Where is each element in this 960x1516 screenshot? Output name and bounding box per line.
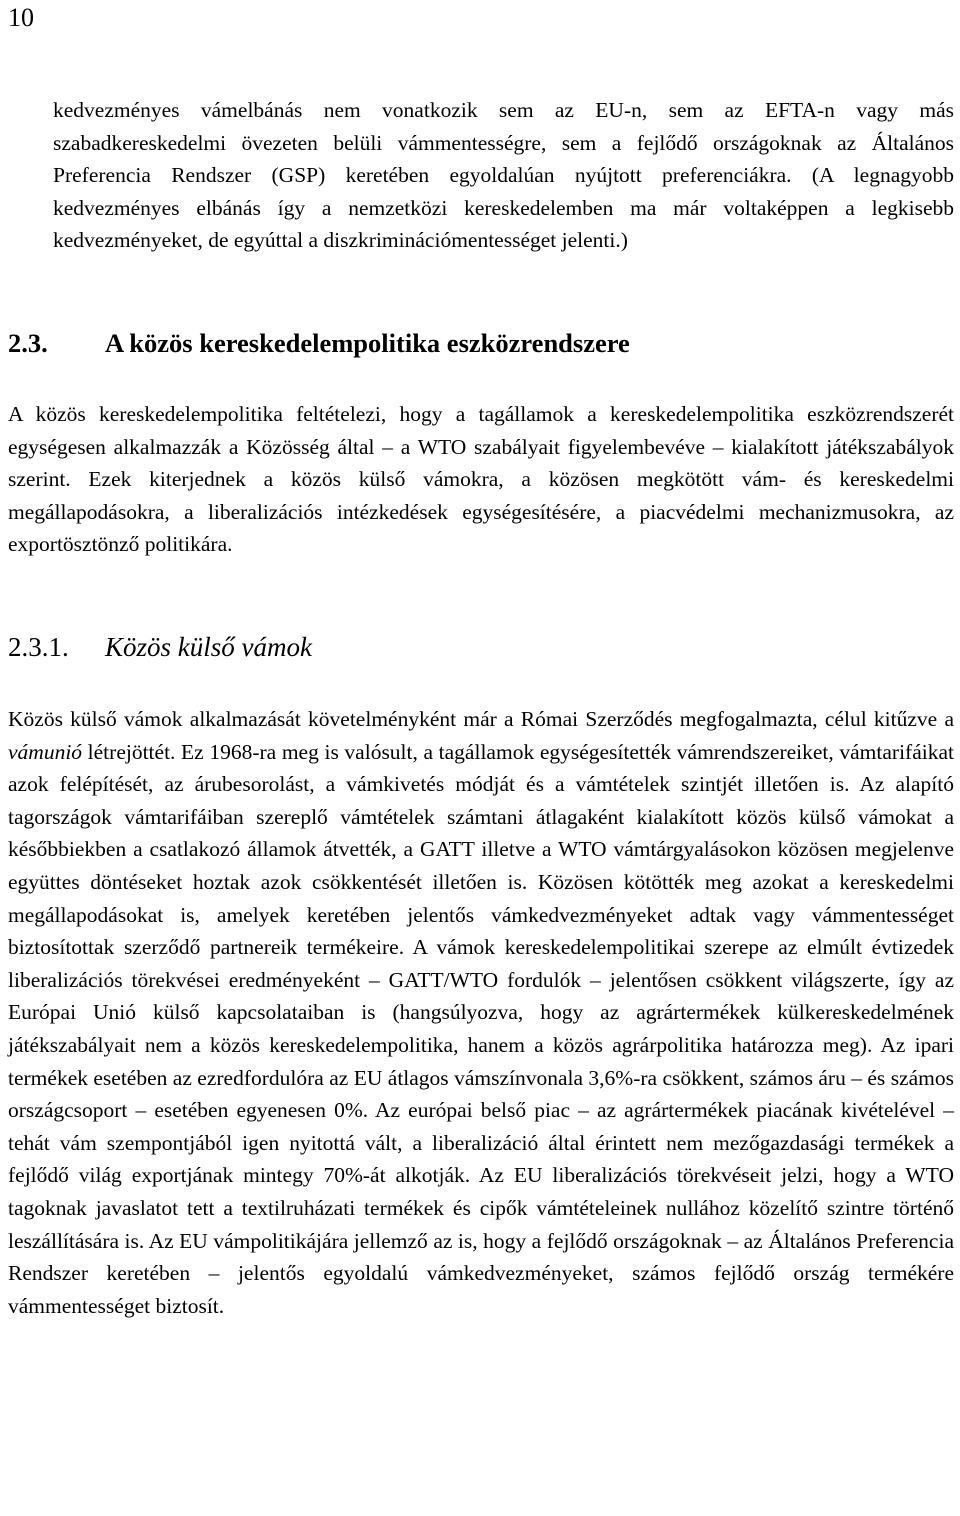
section-heading-2-3-1 — [8, 628, 312, 666]
section-2-3-1-paragraph — [8, 703, 954, 1322]
page-number: 10 — [8, 3, 34, 32]
subsection-number: 2.3.1. — [8, 632, 69, 662]
paragraph-text-start: Közös külső vámok alkalmazását követelményként már a Római Szerződés megfogalmazta, célul kitűzve a — [8, 707, 954, 731]
paragraph-text-rest: létrejöttét. Ez 1968-ra meg is valósult, a tagállamok egységesítették vámrendszereiket, vámtarifáikat azok felépítését, az árubesorolást, a vámkivetés módját és a vámtételek szintjét illetően is. Az alapító tagországok vámtarifáiban szereplő vámtételek számtani átlagaként kialakított közös külső vámokat a későbbiekben a csatlakozó államok átvették, a GATT illetve a WTO vámtárgyalásokon közösen megjelenve együttes döntéseket hoztak azok csökkentését illetően is. Közösen kötötték meg azokat a kereskedelmi megállapodásokat is, amelyek keretében jelentős vámkedvezményeket adtak vagy vámmentességet biztosítottak szerződő partnereik termékeire. A vámok kereskedelempolitikai szerepe az elmúlt évtizedek liberalizációs törekvései eredményeként – GATT/WTO fordulók – jelentősen csökkent világszerte, így az Európai Unió külső kapcsolataiban is (hangsúlyozva, hogy az agrártermékek külkereskedelmének játékszabályait nem a közös kereskedelempolitika, hanem a közös agrárpolitika határozza meg). Az ipari termékek esetében az ezredfordulóra az EU átlagos vámszínvonala 3,6%-ra csökkent, számos áru – és számos országcsoport – esetében egyenesen 0%. Az európai belső piac – az agrártermékek piacának kivételével – tehát vám szempontjából igen nyitottá vált, a liberalizáció által érintett nem mezőgazdasági termékek a fejlődő világ exportjának mintegy 70%-át alkotják. Az EU liberalizációs törekvéseit jelzi, hogy a WTO tagoknak javaslatot tett a textilruházati termékek és cipők vámtételeinek nullához közelítő szintre történő leszállítására is. Az EU vámpolitikájára jellemző az is, hogy a fejlődő országoknak – az Általános Preferencia Rendszer keretében – jelentős egyoldalú vámkedvezményeket, számos fejlődő ország termékére vámmentességet biztosít. — [8, 739, 954, 1318]
intro-paragraph: kedvezményes vámelbánás nem vonatkozik sem az EU-n, sem az EFTA-n vagy más szabadkereskedelmi övezeten belüli vámmentességre, sem a fejlődő országoknak az Általános Preferencia Rendszer (GSP) keretében egyoldalúan nyújtott preferenciákra. (A legnagyobb kedvezményes elbánás így a nemzetközi kereskedelemben ma már voltaképpen a legkisebb kedvezményeket, de egyúttal a diszkriminációmentességet jelenti.) — [53, 98, 954, 253]
section-title: A közös kereskedelempolitika eszközrendszere — [105, 328, 630, 358]
italic-term-vamunio: vámunió — [8, 739, 83, 764]
section-number: 2.3. — [8, 328, 48, 358]
section-2-3-paragraph: A közös kereskedelempolitika feltételezi, hogy a tagállamok a kereskedelempolitika eszközrendszerét egységesen alkalmazzák a Közösség által – a WTO szabályait figyelembevéve – kialakított játékszabályok szerint. Ezek kiterjednek a közös külső vámokra, a közösen megkötött vám- és kereskedelmi megállapodásokra, a liberalizációs intézkedések egységesítésére, a piacvédelmi mechanizmusokra, az exportösztönző politikára. — [8, 402, 954, 557]
section-heading-2-3 — [8, 325, 630, 361]
subsection-title: Közös külső vámok — [105, 632, 312, 662]
